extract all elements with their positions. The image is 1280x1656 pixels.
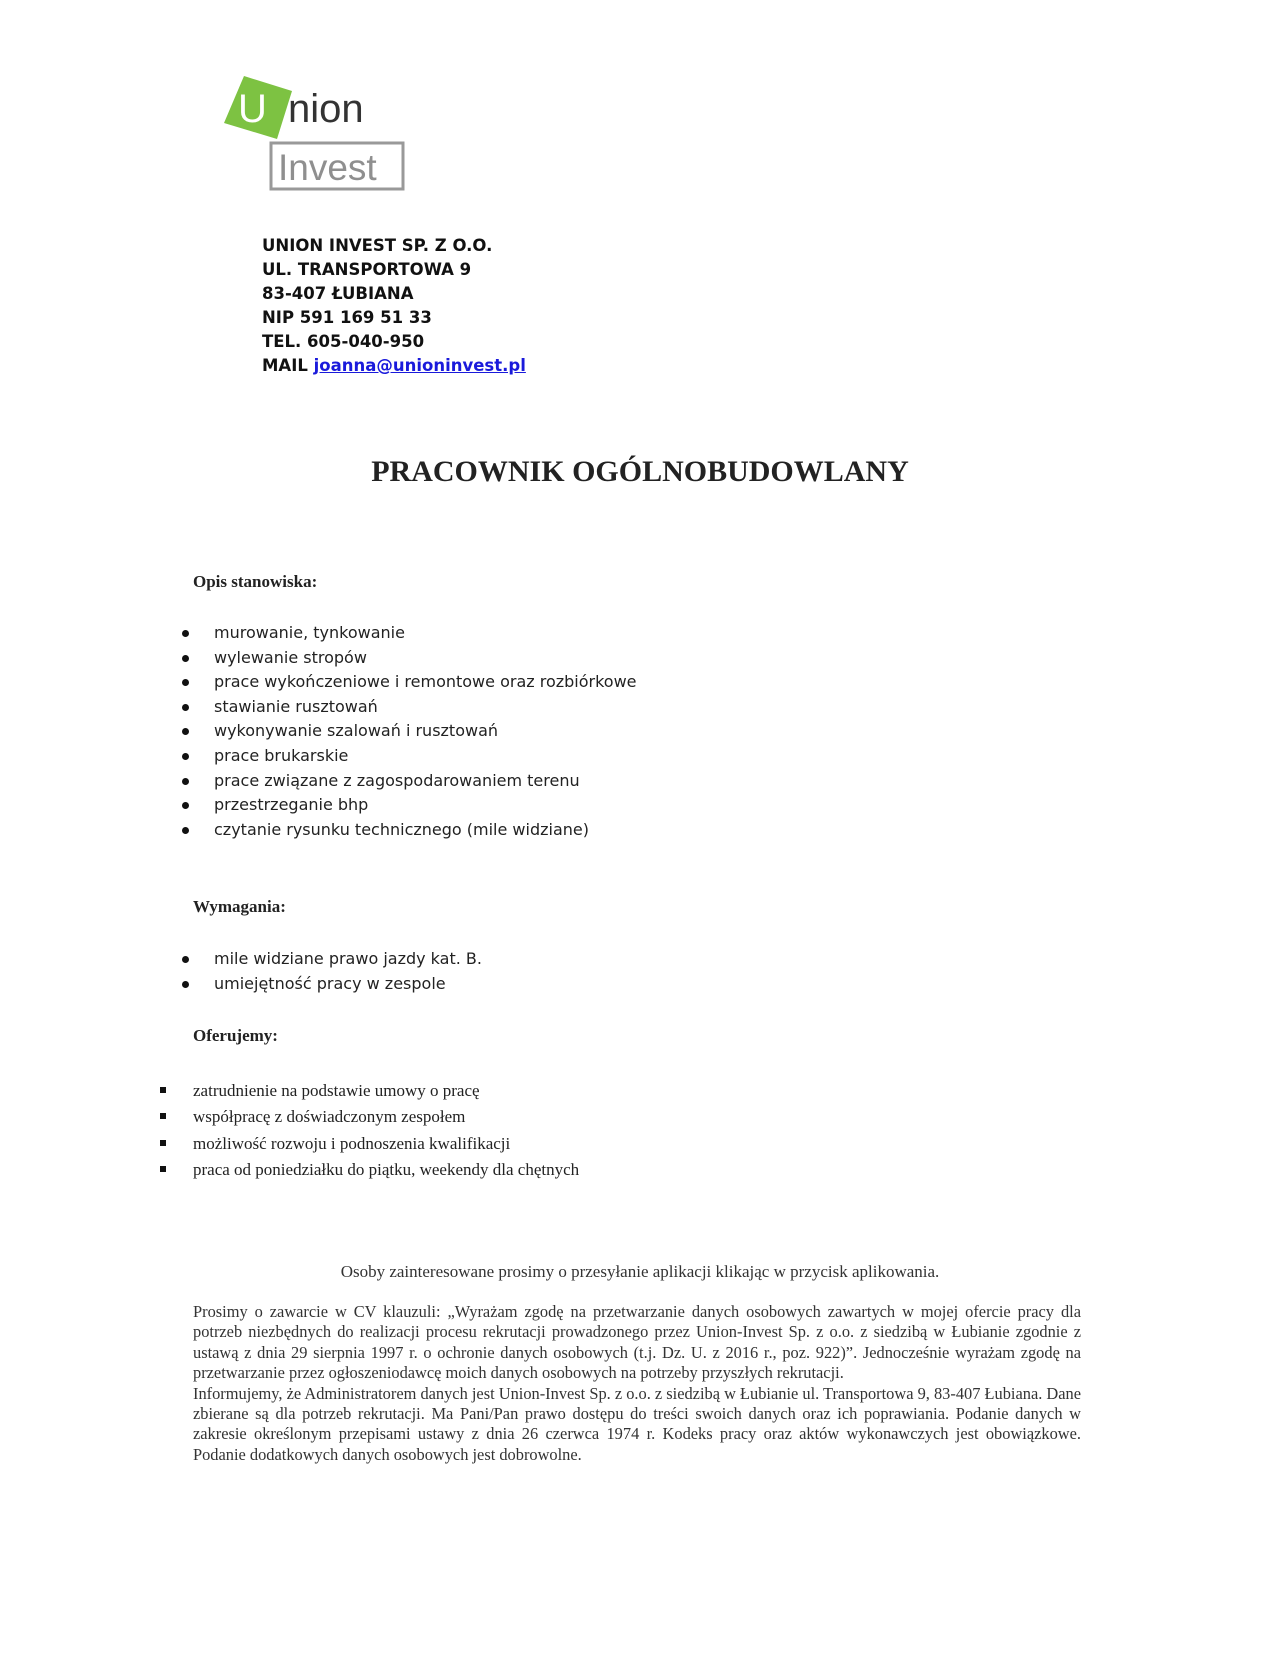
list-item: umiejętność pracy w zespole bbox=[214, 972, 482, 997]
company-street: UL. TRANSPORTOWA 9 bbox=[262, 260, 472, 279]
company-mail-line bbox=[262, 354, 526, 378]
logo-word-invest: Invest bbox=[278, 147, 377, 188]
logo-letter-u: U bbox=[238, 87, 267, 131]
list-item: stawianie rusztowań bbox=[214, 695, 637, 720]
offer-heading: Oferujemy: bbox=[193, 1026, 278, 1045]
company-mail-label: MAIL bbox=[262, 356, 308, 375]
company-name: UNION INVEST SP. Z O.O. bbox=[262, 236, 493, 255]
legal-clause bbox=[193, 1302, 1081, 1465]
data-admin-info: Informujemy, że Administratorem danych jest Union-Invest Sp. z o.o. z siedzibą w Łubianie ul. Transportowa 9, 83-407 Łubiana. Dane zbierane są dla potrzeb rekrutacji. Ma Pani/Pan prawo dostępu do treści swoich danych oraz ich poprawiania. Podanie danych w zakresie określonym przepisami ustawy z dnia 26 czerwca 1974 r. Kodeks pracy oraz aktów wykonawczych jest obowiązkowe. Podanie dodatkowych danych osobowych jest dobrowolne. bbox=[193, 1383, 1081, 1464]
consent-clause: Prosimy o zawarcie w CV klauzuli: „Wyrażam zgodę na przetwarzanie danych osobowych zawartych w mojej ofercie pracy dla potrzeb niezbędnych do realizacji procesu rekrutacji prowadzonego przez Union-Invest Sp. z o.o. z siedzibą w Łubianie zgodnie z ustawą z dnia 29 sierpnia 1997 r. o ochronie danych osobowych (t.j. Dz. U. z 2016 r., poz. 922)”. Jednocześnie wyrażam zgodę na przetwarzanie przez ogłoszeniodawcę moich danych osobowych na potrzeby przyszłych rekrutacji. bbox=[193, 1302, 1081, 1383]
list-item: murowanie, tynkowanie bbox=[214, 621, 637, 646]
list-item: wykonywanie szalowań i rusztowań bbox=[214, 719, 637, 744]
logo-word-nion: nion bbox=[288, 87, 364, 131]
company-info bbox=[262, 234, 526, 378]
list-item: współpracę z doświadczonym zespołem bbox=[193, 1104, 579, 1130]
offer-list bbox=[193, 1078, 579, 1183]
list-item: wylewanie stropów bbox=[214, 646, 637, 671]
company-city: 83-407 ŁUBIANA bbox=[262, 284, 414, 303]
company-nip: NIP 591 169 51 33 bbox=[262, 308, 432, 327]
job-title: PRACOWNIK OGÓLNOBUDOWLANY bbox=[371, 455, 909, 488]
list-item: zatrudnienie na podstawie umowy o pracę bbox=[193, 1078, 579, 1104]
description-list bbox=[214, 621, 637, 842]
company-tel: TEL. 605-040-950 bbox=[262, 332, 425, 351]
company-mail-link[interactable]: joanna@unioninvest.pl bbox=[313, 356, 526, 375]
requirements-heading: Wymagania: bbox=[193, 897, 286, 916]
list-item: mile widziane prawo jazdy kat. B. bbox=[214, 947, 482, 972]
description-heading: Opis stanowiska: bbox=[193, 572, 318, 591]
list-item: praca od poniedziałku do piątku, weekendy dla chętnych bbox=[193, 1157, 579, 1183]
list-item: przestrzeganie bhp bbox=[214, 793, 637, 818]
union-invest-logo bbox=[224, 76, 414, 196]
list-item: prace brukarskie bbox=[214, 744, 637, 769]
requirements-list bbox=[214, 947, 482, 996]
list-item: możliwość rozwoju i podnoszenia kwalifikacji bbox=[193, 1131, 579, 1157]
application-note: Osoby zainteresowane prosimy o przesyłanie aplikacji klikając w przycisk aplikowania. bbox=[340, 1262, 940, 1281]
list-item: prace wykończeniowe i remontowe oraz rozbiórkowe bbox=[214, 670, 637, 695]
list-item: prace związane z zagospodarowaniem terenu bbox=[214, 769, 637, 794]
list-item: czytanie rysunku technicznego (mile widziane) bbox=[214, 818, 637, 843]
